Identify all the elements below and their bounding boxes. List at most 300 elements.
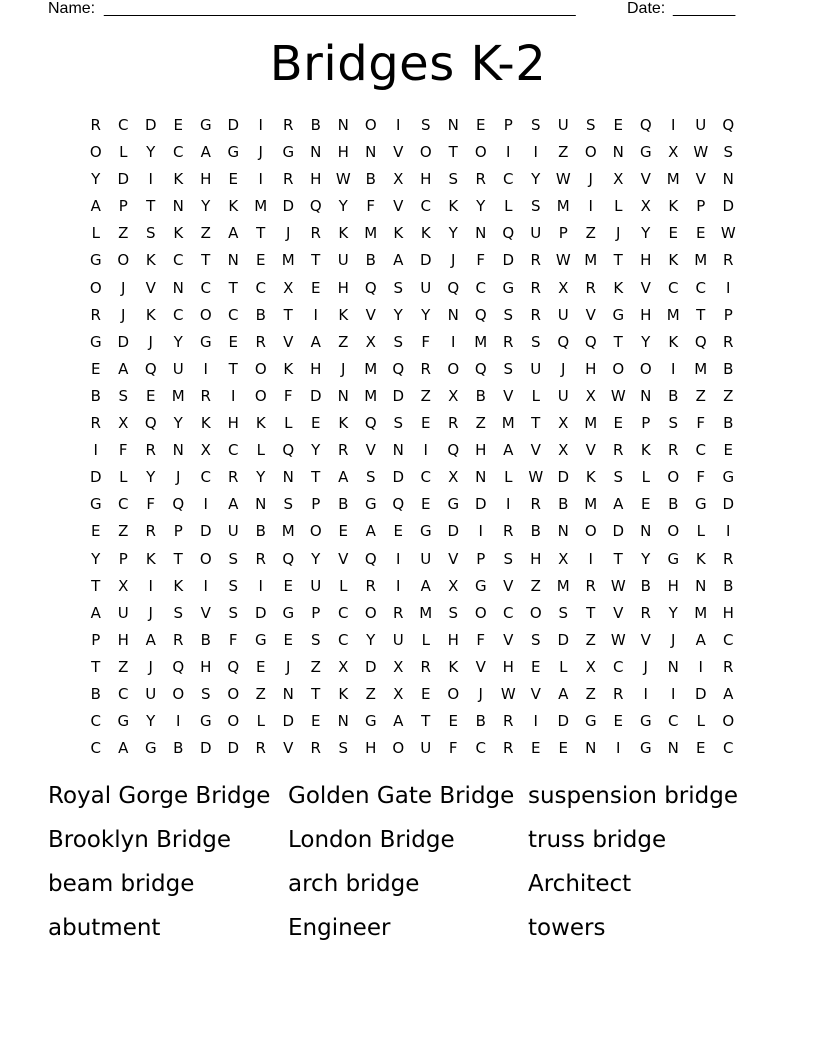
name-label: Name:: [48, 0, 96, 17]
grid-letter: S: [393, 278, 404, 297]
grid-letter: Q: [282, 549, 295, 568]
grid-letter: O: [254, 386, 267, 405]
grid-letter: O: [639, 359, 652, 378]
grid-letter: M: [474, 332, 488, 351]
grid-row: [82, 247, 742, 274]
grid-letter: D: [227, 739, 240, 758]
grid-row: [82, 600, 742, 627]
grid-letter: L: [119, 468, 128, 487]
grid-letter: R: [723, 549, 734, 568]
grid-letter: G: [282, 143, 295, 162]
grid-letter: U: [557, 305, 569, 324]
grid-letter: R: [503, 739, 514, 758]
grid-letter: K: [228, 197, 239, 216]
grid-letter: H: [310, 359, 322, 378]
word-list-item: Royal Gorge Bridge: [48, 783, 271, 809]
grid-letter: K: [448, 657, 459, 676]
grid-letter: K: [420, 224, 431, 243]
grid-letter: E: [613, 414, 623, 433]
grid-letter: E: [641, 495, 651, 514]
grid-letter: C: [723, 630, 734, 649]
grid-letter: Y: [421, 305, 431, 324]
grid-letter: D: [722, 495, 735, 514]
grid-letter: Q: [364, 278, 377, 297]
grid-row: [82, 112, 742, 139]
grid-letter: R: [420, 359, 431, 378]
grid-letter: K: [585, 468, 596, 487]
grid-letter: G: [144, 739, 157, 758]
grid-letter: O: [172, 684, 185, 703]
grid-letter: S: [448, 603, 459, 622]
grid-letter: N: [447, 305, 459, 324]
grid-letter: T: [448, 143, 458, 162]
grid-letter: V: [503, 576, 514, 595]
grid-letter: J: [286, 224, 291, 243]
grid-letter: Y: [668, 603, 678, 622]
grid-letter: X: [448, 386, 459, 405]
grid-letter: E: [448, 712, 458, 731]
grid-letter: B: [723, 576, 734, 595]
word-list-item: towers: [528, 915, 606, 941]
grid-letter: T: [696, 305, 706, 324]
grid-letter: H: [337, 278, 349, 297]
grid-letter: A: [420, 576, 431, 595]
grid-letter: G: [199, 332, 212, 351]
grid-letter: L: [696, 522, 705, 541]
grid-letter: C: [420, 197, 431, 216]
grid-letter: C: [503, 170, 514, 189]
grid-letter: O: [447, 684, 460, 703]
grid-letter: W: [693, 143, 709, 162]
grid-letter: O: [584, 522, 597, 541]
grid-letter: G: [254, 630, 267, 649]
grid-letter: N: [172, 278, 184, 297]
grid-letter: Y: [476, 197, 486, 216]
grid-letter: N: [612, 143, 624, 162]
grid-row: [82, 356, 742, 383]
grid-letter: V: [283, 332, 294, 351]
grid-letter: M: [694, 359, 708, 378]
grid-letter: K: [283, 359, 294, 378]
word-list-item: beam bridge: [48, 871, 195, 897]
grid-letter: U: [695, 116, 707, 134]
grid-letter: A: [338, 468, 349, 487]
grid-letter: S: [530, 332, 541, 351]
grid-letter: J: [148, 332, 153, 351]
grid-letter: N: [365, 143, 377, 162]
grid-letter: J: [643, 657, 648, 676]
grid-letter: B: [723, 359, 734, 378]
grid-letter: F: [118, 441, 128, 460]
grid-letter: Q: [309, 197, 322, 216]
grid-letter: D: [474, 495, 487, 514]
grid-row: [82, 708, 742, 735]
grid-letter: D: [557, 468, 570, 487]
grid-letter: M: [584, 495, 598, 514]
grid-letter: Z: [585, 224, 596, 243]
grid-letter: J: [451, 251, 456, 270]
grid-letter: B: [365, 170, 376, 189]
grid-letter: F: [696, 414, 706, 433]
grid-letter: I: [203, 576, 208, 595]
grid-letter: C: [200, 468, 211, 487]
grid-letter: K: [613, 278, 624, 297]
grid-letter: K: [145, 251, 156, 270]
grid-letter: X: [118, 414, 129, 433]
grid-letter: S: [613, 468, 624, 487]
grid-letter: V: [393, 143, 404, 162]
grid-letter: D: [117, 170, 130, 189]
grid-letter: P: [118, 197, 128, 216]
grid-letter: E: [91, 522, 101, 541]
grid-letter: R: [310, 739, 321, 758]
grid-letter: Y: [531, 170, 541, 189]
grid-letter: X: [448, 468, 459, 487]
grid-letter: R: [530, 305, 541, 324]
grid-letter: O: [89, 278, 102, 297]
word-list-item: London Bridge: [288, 827, 455, 853]
grid-letter: H: [585, 359, 597, 378]
grid-letter: K: [448, 197, 459, 216]
grid-letter: G: [502, 278, 515, 297]
grid-letter: C: [695, 441, 706, 460]
grid-letter: Y: [146, 143, 156, 162]
grid-letter: E: [613, 712, 623, 731]
grid-letter: X: [558, 549, 569, 568]
grid-letter: J: [561, 359, 566, 378]
grid-row: [82, 654, 742, 681]
grid-letter: R: [283, 170, 294, 189]
grid-letter: O: [117, 251, 130, 270]
grid-letter: D: [199, 522, 212, 541]
grid-letter: I: [726, 278, 731, 297]
grid-letter: S: [585, 116, 596, 134]
grid-letter: E: [311, 278, 321, 297]
grid-letter: B: [723, 414, 734, 433]
grid-letter: C: [173, 143, 184, 162]
grid-letter: G: [227, 143, 240, 162]
grid-letter: I: [313, 305, 318, 324]
grid-letter: V: [530, 684, 541, 703]
grid-letter: P: [476, 549, 486, 568]
grid-letter: K: [173, 576, 184, 595]
date-blank-line: _______: [673, 0, 736, 17]
grid-letter: I: [533, 143, 538, 162]
grid-letter: V: [475, 657, 486, 676]
grid-letter: F: [448, 739, 458, 758]
grid-letter: R: [530, 251, 541, 270]
grid-letter: I: [148, 170, 153, 189]
grid-letter: K: [695, 549, 706, 568]
grid-letter: Z: [255, 684, 266, 703]
grid-letter: A: [558, 684, 569, 703]
grid-letter: A: [200, 143, 211, 162]
grid-letter: A: [310, 332, 321, 351]
grid-letter: W: [555, 251, 571, 270]
grid-letter: K: [338, 305, 349, 324]
grid-letter: Q: [694, 332, 707, 351]
grid-letter: B: [173, 739, 184, 758]
grid-letter: Z: [338, 332, 349, 351]
grid-letter: Y: [146, 468, 156, 487]
grid-letter: C: [420, 468, 431, 487]
grid-letter: Z: [475, 414, 486, 433]
grid-letter: M: [584, 414, 598, 433]
grid-letter: S: [503, 305, 514, 324]
grid-letter: U: [310, 576, 322, 595]
grid-letter: A: [90, 603, 101, 622]
grid-letter: K: [640, 441, 651, 460]
grid-letter: U: [117, 603, 129, 622]
grid-letter: R: [723, 657, 734, 676]
grid-row: [82, 383, 742, 410]
grid-letter: K: [173, 224, 184, 243]
grid-letter: J: [478, 684, 483, 703]
grid-letter: I: [671, 684, 676, 703]
grid-letter: E: [531, 739, 541, 758]
grid-letter: E: [421, 414, 431, 433]
grid-letter: R: [90, 414, 101, 433]
grid-letter: B: [668, 495, 679, 514]
grid-letter: P: [311, 603, 321, 622]
grid-letter: M: [171, 386, 185, 405]
grid-letter: R: [255, 549, 266, 568]
grid-letter: R: [448, 414, 459, 433]
grid-letter: R: [613, 684, 624, 703]
grid-letter: L: [421, 630, 430, 649]
grid-letter: S: [145, 224, 156, 243]
grid-letter: K: [338, 224, 349, 243]
grid-letter: I: [671, 116, 676, 134]
grid-letter: X: [613, 170, 624, 189]
grid-letter: Q: [502, 224, 515, 243]
grid-letter: C: [723, 739, 734, 758]
grid-letter: X: [200, 441, 211, 460]
grid-letter: G: [722, 468, 735, 487]
word-list-item: Brooklyn Bridge: [48, 827, 232, 853]
grid-letter: R: [503, 522, 514, 541]
grid-letter: I: [258, 170, 263, 189]
grid-row: [82, 681, 742, 708]
grid-letter: D: [502, 251, 515, 270]
grid-letter: Y: [91, 549, 101, 568]
grid-letter: C: [668, 278, 679, 297]
grid-letter: S: [558, 603, 569, 622]
grid-letter: R: [90, 116, 101, 134]
grid-letter: Q: [144, 414, 157, 433]
grid-letter: Y: [448, 224, 458, 243]
grid-letter: R: [310, 224, 321, 243]
grid-letter: C: [173, 305, 184, 324]
grid-letter: O: [199, 549, 212, 568]
grid-letter: I: [643, 684, 648, 703]
grid-letter: Q: [172, 495, 185, 514]
grid-letter: R: [365, 576, 376, 595]
grid-letter: E: [256, 251, 266, 270]
grid-letter: T: [228, 278, 238, 297]
grid-letter: C: [503, 603, 514, 622]
grid-letter: C: [695, 278, 706, 297]
grid-letter: N: [310, 143, 322, 162]
grid-letter: G: [584, 712, 597, 731]
grid-letter: P: [311, 495, 321, 514]
grid-letter: N: [695, 576, 707, 595]
grid-letter: H: [722, 603, 734, 622]
grid-letter: N: [722, 170, 734, 189]
word-list-item: abutment: [48, 915, 161, 941]
grid-letter: N: [475, 468, 487, 487]
grid-letter: B: [558, 495, 569, 514]
grid-letter: W: [500, 684, 516, 703]
grid-letter: V: [640, 278, 651, 297]
grid-letter: S: [448, 170, 459, 189]
grid-letter: N: [585, 739, 597, 758]
grid-letter: V: [613, 603, 624, 622]
grid-letter: W: [610, 576, 626, 595]
grid-letter: Z: [365, 684, 376, 703]
grid-letter: Y: [641, 332, 651, 351]
grid-letter: K: [668, 197, 679, 216]
word-list-item: Architect: [528, 871, 632, 897]
grid-letter: Y: [641, 549, 651, 568]
grid-letter: Q: [447, 441, 460, 460]
grid-letter: Q: [144, 359, 157, 378]
grid-letter: G: [667, 549, 680, 568]
grid-letter: Q: [584, 332, 597, 351]
grid-letter: A: [393, 712, 404, 731]
grid-letter: Y: [338, 197, 348, 216]
grid-letter: R: [90, 305, 101, 324]
grid-letter: M: [364, 224, 378, 243]
grid-letter: E: [311, 414, 321, 433]
grid-letter: X: [338, 657, 349, 676]
word-list-item: arch bridge: [288, 871, 420, 897]
grid-letter: C: [338, 603, 349, 622]
grid-letter: T: [586, 603, 596, 622]
grid-row: [82, 437, 742, 464]
grid-row: [82, 166, 742, 193]
grid-letter: D: [254, 603, 267, 622]
grid-letter: G: [612, 305, 625, 324]
grid-letter: U: [172, 359, 184, 378]
grid-letter: V: [640, 170, 651, 189]
grid-letter: N: [282, 468, 294, 487]
grid-letter: U: [420, 739, 432, 758]
grid-letter: V: [338, 549, 349, 568]
word-list: [48, 778, 768, 947]
grid-row: [82, 491, 742, 518]
grid-letter: V: [200, 603, 211, 622]
grid-letter: C: [90, 712, 101, 731]
grid-letter: G: [89, 495, 102, 514]
name-blank-line: _____________________________________________________: [104, 0, 576, 17]
grid-letter: T: [613, 549, 623, 568]
grid-letter: P: [118, 549, 128, 568]
grid-letter: D: [364, 657, 377, 676]
grid-letter: A: [90, 197, 101, 216]
grid-letter: A: [723, 684, 734, 703]
grid-letter: K: [145, 549, 156, 568]
grid-letter: Y: [641, 224, 651, 243]
grid-letter: T: [421, 712, 431, 731]
grid-letter: S: [365, 468, 376, 487]
grid-letter: K: [255, 414, 266, 433]
grid-letter: Z: [558, 143, 569, 162]
grid-letter: N: [172, 441, 184, 460]
grid-letter: R: [173, 630, 184, 649]
grid-letter: I: [258, 576, 263, 595]
grid-letter: A: [393, 251, 404, 270]
grid-letter: H: [420, 170, 432, 189]
grid-letter: J: [148, 603, 153, 622]
grid-letter: F: [283, 386, 293, 405]
grid-letter: R: [585, 278, 596, 297]
grid-letter: Q: [172, 657, 185, 676]
grid-letter: S: [200, 684, 211, 703]
grid-letter: J: [286, 657, 291, 676]
grid-letter: L: [696, 712, 705, 731]
grid-letter: L: [119, 143, 128, 162]
grid-letter: V: [365, 305, 376, 324]
grid-letter: T: [613, 251, 623, 270]
grid-letter: G: [282, 603, 295, 622]
grid-letter: V: [585, 305, 596, 324]
grid-letter: E: [723, 441, 733, 460]
grid-letter: E: [696, 224, 706, 243]
grid-letter: S: [530, 197, 541, 216]
grid-letter: X: [118, 576, 129, 595]
grid-row: [82, 275, 742, 302]
grid-letter: O: [392, 739, 405, 758]
grid-letter: O: [612, 359, 625, 378]
grid-letter: X: [558, 414, 569, 433]
grid-letter: C: [338, 630, 349, 649]
grid-letter: N: [667, 657, 679, 676]
grid-letter: M: [254, 197, 268, 216]
grid-letter: O: [364, 116, 377, 134]
grid-letter: U: [227, 522, 239, 541]
grid-letter: T: [256, 224, 266, 243]
grid-letter: O: [447, 359, 460, 378]
grid-letter: X: [585, 657, 596, 676]
grid-letter: D: [309, 386, 322, 405]
grid-letter: Y: [201, 197, 211, 216]
grid-letter: F: [366, 197, 376, 216]
grid-letter: A: [118, 359, 129, 378]
grid-letter: I: [423, 441, 428, 460]
grid-letter: X: [558, 441, 569, 460]
grid-letter: B: [668, 386, 679, 405]
grid-letter: C: [475, 278, 486, 297]
grid-letter: T: [173, 549, 183, 568]
grid-letter: A: [228, 495, 239, 514]
grid-letter: U: [420, 549, 432, 568]
grid-letter: D: [722, 197, 735, 216]
grid-letter: H: [475, 441, 487, 460]
grid-letter: O: [254, 359, 267, 378]
grid-letter: J: [121, 305, 126, 324]
grid-letter: B: [365, 251, 376, 270]
grid-letter: L: [284, 414, 293, 433]
grid-letter: N: [640, 522, 652, 541]
grid-letter: S: [393, 414, 404, 433]
grid-letter: S: [420, 116, 431, 134]
grid-letter: I: [396, 549, 401, 568]
grid-letter: W: [610, 630, 626, 649]
grid-letter: D: [144, 116, 157, 134]
grid-letter: Z: [200, 224, 211, 243]
grid-letter: I: [396, 576, 401, 595]
